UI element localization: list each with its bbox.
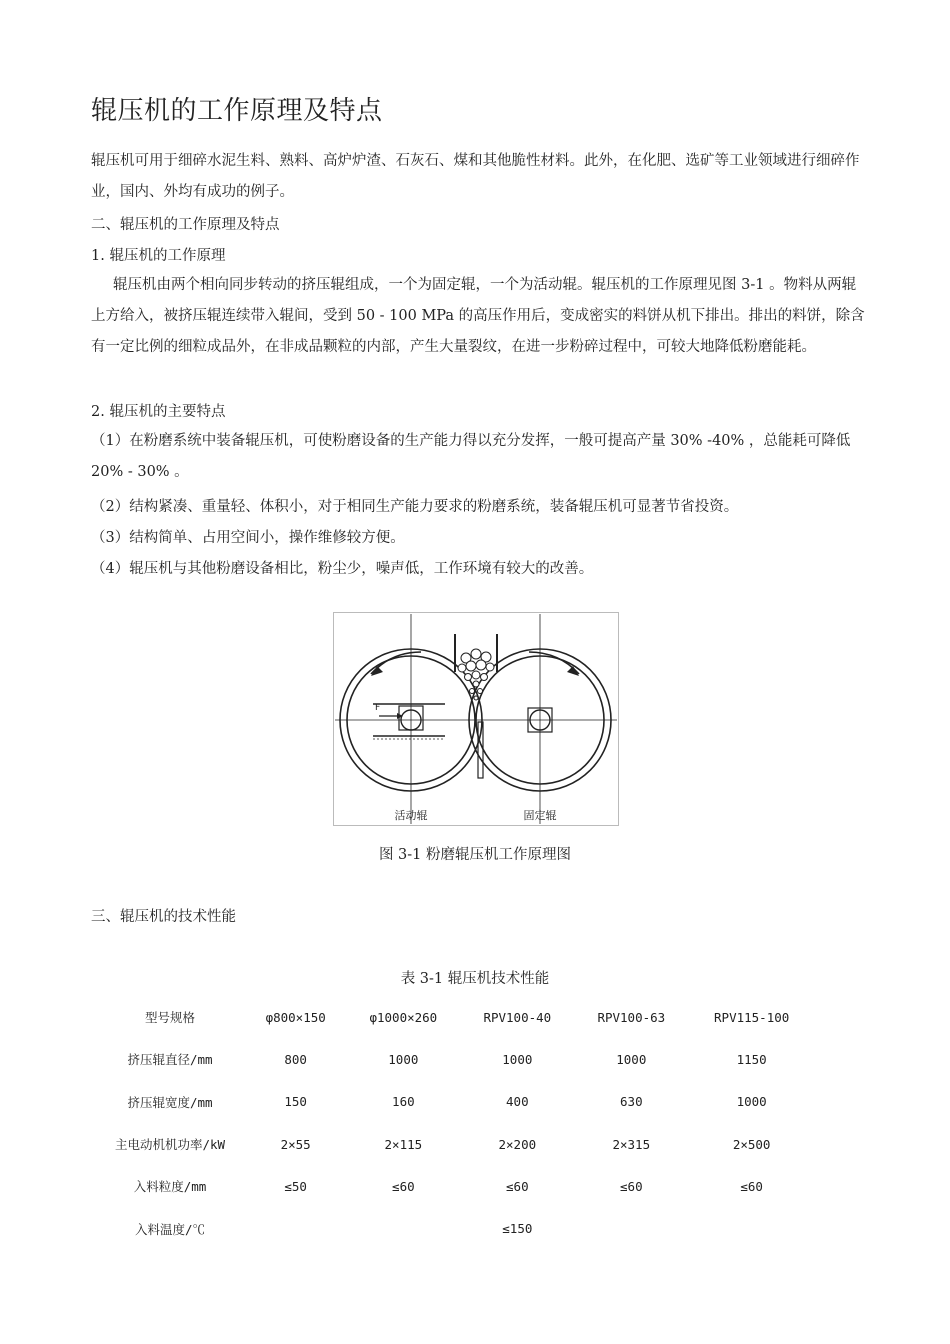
table-cell: 1000	[502, 1051, 533, 1067]
table-cell: 1150	[736, 1051, 767, 1067]
table-cell: 2×115	[384, 1136, 423, 1152]
roller-press-diagram	[333, 612, 619, 826]
table-cell	[574, 1207, 688, 1249]
table-row	[95, 1038, 815, 1080]
table-cell: ≤50	[284, 1178, 307, 1194]
table-row	[95, 1165, 815, 1207]
table-header-row	[95, 996, 815, 1038]
section3-heading: 三、辊压机的技术性能	[91, 909, 236, 925]
table-cell: 1000	[616, 1051, 647, 1067]
table-row	[95, 1081, 815, 1123]
table-cell: ≤60	[506, 1178, 529, 1194]
table-cell: ≤60	[740, 1178, 763, 1194]
spec-table	[95, 996, 815, 1250]
section2-heading: 二、辊压机的工作原理及特点	[91, 217, 280, 233]
table-cell: φ1000×260	[369, 1009, 438, 1025]
intro-paragraph: 辊压机可用于细碎水泥生料、熟料、高炉炉渣、石灰石、煤和其他脆性材料。此外，在化肥、选矿等工业领域进行细碎作业，国内、外均有成功的例子。	[91, 153, 860, 200]
force-label: F	[375, 703, 381, 713]
table-cell: 800	[284, 1051, 307, 1067]
table-cell: 型号规格	[144, 1010, 195, 1026]
table-cell: 2×315	[612, 1136, 651, 1152]
table-cell: 400	[506, 1094, 529, 1110]
table-cell	[245, 1207, 346, 1249]
feature-point-1: （1）在粉磨系统中装备辊压机，可使粉磨设备的生产能力得以充分发挥，一般可提高产量 30% -40% ，总能耗可降低 20% - 30% 。	[91, 433, 851, 480]
table-cell: 挤压辊宽度/mm	[127, 1094, 213, 1110]
table-cell: 1000	[388, 1051, 419, 1067]
fixed-roll-label: 固定辊	[523, 809, 557, 822]
page-title: 辊压机的工作原理及特点	[91, 96, 383, 126]
table-cell: 挤压辊直径/mm	[127, 1052, 213, 1068]
sub1-paragraph: 辊压机由两个相向同步转动的挤压辊组成，一个为固定辊，一个为活动辊。辊压机的工作原理见图 3-1 。物料从两辊上方给入，被挤压辊连续带入辊间，受到 50 - 100 MPa 的高压作用后，变成密实的料饼从机下排出。排出的料饼，除含有一定比例的细粒成品外，在非成品颗粒的内部，产生大量裂纹，在进一步粉碎过程中，可较大地降低粉磨能耗。	[91, 277, 865, 355]
table-cell: RPV115-100	[714, 1009, 790, 1025]
sub2-heading: 2. 辊压机的主要特点	[91, 404, 226, 420]
sub1-heading: 1. 辊压机的工作原理	[91, 248, 226, 264]
table-cell: φ800×150	[265, 1009, 326, 1025]
feature-point-2: （2）结构紧凑、重量轻、体积小，对于相同生产能力要求的粉磨系统，装备辊压机可显著节省投资。	[91, 499, 739, 515]
table-cell: ≤60	[392, 1178, 415, 1194]
table-row	[95, 1123, 815, 1165]
table-row	[95, 1207, 815, 1249]
table-cell: RPV100-63	[597, 1009, 666, 1025]
table-cell	[346, 1207, 460, 1249]
table-caption: 表 3-1 辊压机技术性能	[400, 971, 550, 987]
table-cell: 主电动机机功率/kW	[114, 1137, 226, 1153]
table-cell: 630	[620, 1094, 643, 1110]
figure-caption: 图 3-1 粉磨辊压机工作原理图	[378, 847, 572, 863]
table-cell: 150	[284, 1094, 307, 1110]
table-cell: ≤150	[502, 1221, 533, 1237]
feature-point-3: （3）结构简单、占用空间小，操作维修较方便。	[91, 530, 405, 546]
moving-roll-label: 活动辊	[394, 809, 428, 822]
table-cell: RPV100-40	[483, 1009, 552, 1025]
table-cell	[688, 1207, 815, 1249]
table-cell: 1000	[736, 1094, 767, 1110]
table-cell: 入料温度/℃	[134, 1221, 206, 1237]
table-cell: 160	[392, 1094, 415, 1110]
table-cell: 2×500	[732, 1136, 771, 1152]
feature-point-4: （4）辊压机与其他粉磨设备相比，粉尘少，噪声低，工作环境有较大的改善。	[91, 561, 594, 577]
table-cell: ≤60	[620, 1178, 643, 1194]
table-cell: 入料粒度/mm	[133, 1179, 207, 1195]
table-cell: 2×200	[498, 1136, 537, 1152]
table-cell: 2×55	[280, 1136, 311, 1152]
